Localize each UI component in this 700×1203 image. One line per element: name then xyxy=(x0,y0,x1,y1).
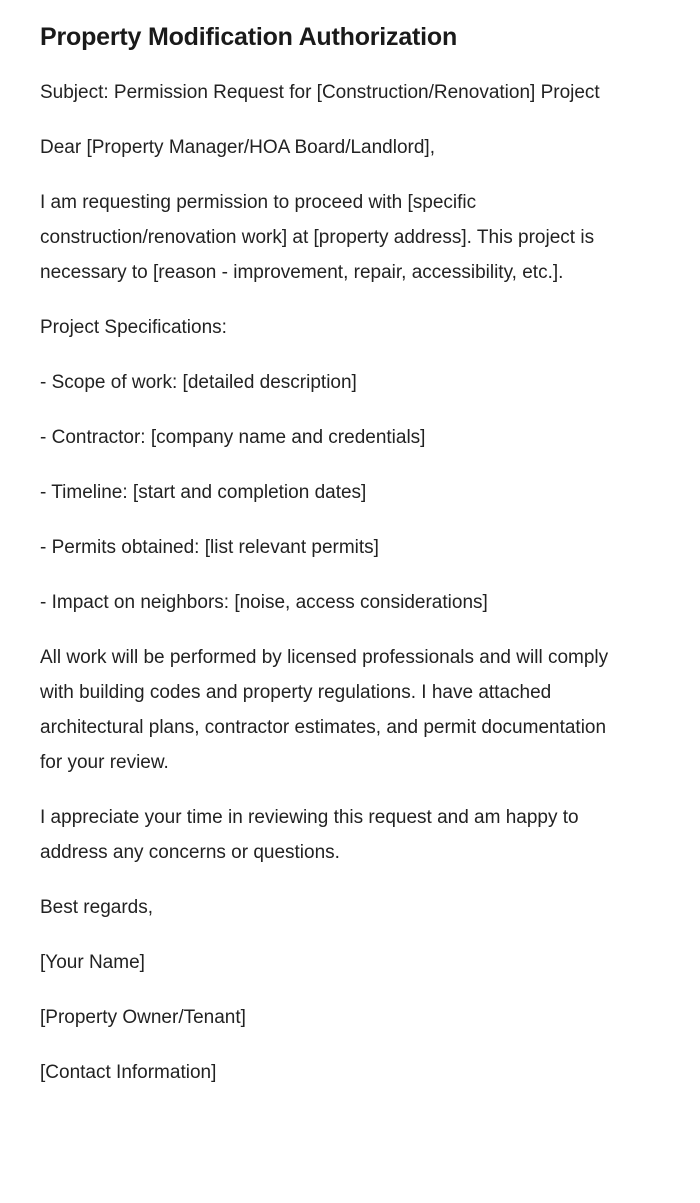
salutation: Dear [Property Manager/HOA Board/Landlord], xyxy=(40,137,435,158)
valediction: Best regards, xyxy=(40,897,153,918)
compliance-paragraph: All work will be performed by licensed professionals and will comply with building codes and property regulations. I have attached architectural plans, contractor estimates, and permit documentation for your review. xyxy=(40,647,609,773)
list-item: - Permits obtained: [list relevant permits] xyxy=(40,537,379,558)
list-item: - Impact on neighbors: [noise, access considerations] xyxy=(40,592,488,613)
page-title: Property Modification Authorization xyxy=(40,23,458,51)
signer-role-placeholder: [Property Owner/Tenant] xyxy=(40,1007,246,1028)
signoff-block xyxy=(40,890,660,1090)
specifications-heading: Project Specifications: xyxy=(40,317,227,338)
intro-paragraph: I am requesting permission to proceed with [specific construction/renovation work] at [property address]. This project is necessary to [reason - improvement, repair, accessibility, etc.]. xyxy=(40,192,595,283)
list-item: - Scope of work: [detailed description] xyxy=(40,372,357,393)
list-item: - Timeline: [start and completion dates] xyxy=(40,482,367,503)
signer-name-placeholder: [Your Name] xyxy=(40,952,145,973)
signer-contact-placeholder: [Contact Information] xyxy=(40,1062,217,1083)
list-item: - Contractor: [company name and credentials] xyxy=(40,427,426,448)
specifications-list xyxy=(40,365,660,620)
closing-paragraph: I appreciate your time in reviewing this request and am happy to address any concerns or questions. xyxy=(40,807,579,863)
subject-line: Subject: Permission Request for [Construction/Renovation] Project xyxy=(40,82,600,103)
